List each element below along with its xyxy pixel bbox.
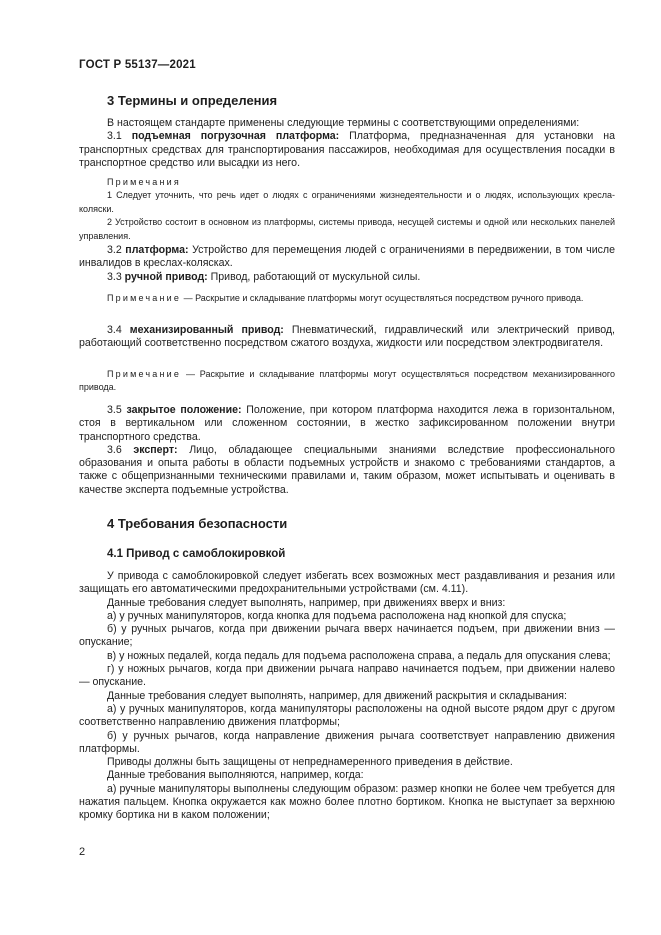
paragraph: Приводы должны быть защищены от непреднамеренного приведения в действие.	[107, 756, 513, 769]
section-3-intro-block	[79, 117, 615, 170]
terms-3-2-3-3	[79, 244, 615, 284]
paragraph: Данные требования выполняются, например, когда:	[107, 769, 364, 782]
list-item: в) у ножных педалей, когда педаль для подъема расположена справа, а педаль для опускания слева;	[107, 649, 611, 662]
term-3-1-name: подъемная погрузочная платформа:	[131, 130, 340, 143]
paragraph: У привода с самоблокировкой следует избегать всех возможных мест раздавливания и резания или защищать его автоматическими предохранительными устройствами (см. 4.11).	[79, 570, 615, 596]
term-3-3-name: ручной привод:	[124, 270, 208, 283]
paragraph: Данные требования следует выполнять, например, для движений раскрытия и складывания:	[107, 689, 567, 702]
term-3-2: 3.2 платформа: Устройство для перемещения людей с ограничениями в передвижении, в том числе инвалидов в креслах-колясках.	[79, 244, 615, 270]
note-2: 2 Устройство состоит в основном из платформы, системы привода, несущей системы и одной или нескольких панелей управления.	[79, 217, 615, 241]
notes-label: Примечания	[107, 177, 181, 187]
note-1: 1 Следует уточнить, что речь идет о людях с ограничениями жизнедеятельности и о людях, использующих кресла-коляски.	[79, 190, 615, 214]
section-4-heading: 4 Требования безопасности	[107, 516, 288, 531]
term-3-6: 3.6 эксперт: Лицо, обладающее специальными знаниями вследствие профессионального образования и опыта работы в области подъемных устройств и знакомо с требованиями стандартов, а также с общепризнанными техническими правилами и, таким образом, может испытывать и оценивать в качестве эксперта подъемные устройства.	[79, 443, 615, 496]
term-3-6-name: эксперт:	[133, 443, 178, 456]
list-item: б) у ручных рычагов, когда при движении рычага вверх начинается подъем, при движении вниз — опускание;	[79, 623, 615, 649]
term-3-2-name: платформа:	[125, 244, 189, 256]
list-item: а) у ручных манипуляторов, когда кнопка для подъема расположена над кнопкой для спуска;	[107, 609, 567, 622]
list-item: а) у ручных манипуляторов, когда манипуляторы расположены на одной высоте рядом друг с другом соответственно направлению движения платформы;	[79, 702, 615, 729]
section-3-heading: 3 Термины и определения	[107, 93, 278, 108]
list-item: а) ручные манипуляторы выполнены следующим образом: размер кнопки не более чем требуется для нажатия пальцем. Кнопка окружается как можно более плотно бортиком. Кнопка не выступает за верхнюю кромку бортика ни в каком положении;	[79, 782, 615, 822]
note-label: Примечание	[107, 369, 182, 379]
list-item: г) у ножных рычагов, когда при движении рычага направо начинается подъем, при движении налево — опускание.	[79, 663, 615, 689]
standard-header: ГОСТ Р 55137—2021	[79, 59, 196, 71]
page-number: 2	[79, 846, 86, 858]
subsection-4-1-heading: 4.1 Привод с самоблокировкой	[107, 548, 286, 560]
section-3-intro: В настоящем стандарте применены следующие термины с соответствующими определениями:	[107, 117, 580, 129]
paragraph: Данные требования следует выполнять, например, при движениях вверх и вниз:	[107, 596, 506, 609]
list-item: б) у ручных рычагов, когда направление движения рычага соответствует направлению движения платформы.	[79, 729, 615, 755]
note-3-3: Примечание — Раскрытие и складывание платформы могут осуществляться посредством ручного привода.	[107, 293, 584, 303]
term-3-5-name: закрытое положение:	[126, 404, 242, 416]
note-3-4: Примечание — Раскрытие и складывание платформы могут осуществляться посредством механизированного привода.	[79, 369, 615, 393]
term-3-5: 3.5 закрытое положение: Положение, при котором платформа находится лежа в горизонтальном, стоя в вертикальном или сложенном состоянии, в жестко зафиксированном положении внутри транспортного средства.	[79, 404, 615, 443]
term-3-3: 3.3 ручной привод: Привод, работающий от мускульной силы.	[107, 270, 421, 283]
terms-3-5-3-6	[79, 404, 615, 497]
term-3-4-name: механизированный привод:	[129, 324, 284, 336]
term-3-4: 3.4 механизированный привод: Пневматический, гидравлический или электрический привод, работающий соответственно посредством сжатого воздуха, жидкости или посредством электродвигателя.	[79, 324, 615, 350]
note-label: Примечание	[107, 293, 182, 303]
term-3-1: 3.1 подъемная погрузочная платформа: Платформа, предназначенная для установки на транспортных средствах для транспортирования пассажиров, необходимая для осуществления посадки в транспортное средство или высадки из него.	[79, 130, 615, 169]
notes-3-1	[79, 176, 615, 243]
section-4-1-body	[79, 570, 615, 823]
term-3-4-block	[79, 324, 615, 351]
